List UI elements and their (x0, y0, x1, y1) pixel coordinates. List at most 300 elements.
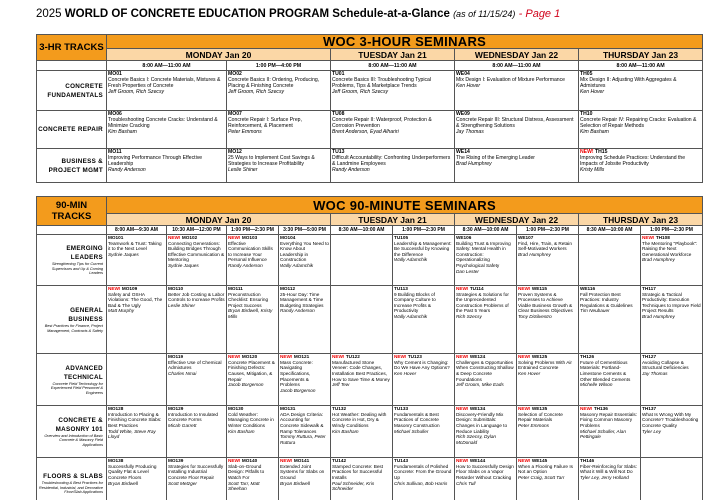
session-title: Cold Weather: Managing Concrete in Winter Conditions (228, 411, 274, 428)
three-hour-table (36, 34, 703, 183)
three-hr-day-monday: MONDAY Jan 20 (107, 49, 331, 61)
ninety-time-spacer (37, 226, 107, 235)
track-row (37, 458, 703, 500)
session-cell[interactable] (107, 406, 167, 458)
new-badge: NEW! (280, 354, 293, 360)
session-cell[interactable] (107, 149, 227, 183)
session-speaker: Randy Anderson (280, 308, 315, 314)
session-code: MO01 (108, 71, 122, 77)
new-badge: NEW! (518, 406, 531, 412)
track-category (37, 458, 107, 500)
title-year: 2025 (36, 8, 62, 20)
session-title: Successfully Producing Quality Flat & Level Concrete Floors (108, 463, 157, 480)
session-code: MO02 (228, 71, 242, 77)
session-speaker: Ken Hover (580, 89, 605, 95)
session-cell[interactable] (641, 286, 703, 354)
session-title: Fundamentals of Polished Concrete: From the Ground Up (394, 463, 452, 480)
session-cell[interactable] (455, 354, 517, 406)
session-cell[interactable] (227, 235, 279, 286)
session-speaker: Tyler Ley (642, 428, 661, 434)
session-speaker: Leslie Shiner (228, 167, 258, 173)
session-title: Introduction to Insulated Concrete Forms (168, 411, 219, 423)
three-hr-time-spacer (37, 61, 107, 71)
session-code: MO111 (228, 286, 243, 291)
session-title: Concrete Basics I: Concrete Materials, Mixtures & Fresh Properties of Concrete (108, 77, 221, 89)
empty-session-cell (641, 458, 703, 500)
session-speaker: Leslie Shiner (168, 302, 196, 308)
ninety-time-slot: 1:00 PM—2:30 PM (393, 226, 455, 235)
session-cell[interactable] (167, 235, 227, 286)
session-title: Solving Problems With Air Entrained Concrete (518, 359, 572, 371)
session-cell[interactable] (107, 286, 167, 354)
session-code: TU105 (394, 235, 409, 240)
session-speaker: Jeff Groom, Rich Szecsy (228, 89, 285, 95)
session-speaker: Wally Adamchik (394, 257, 428, 263)
three-hr-time-slot: 8:00 AM—11:00 AM (107, 61, 227, 71)
session-code: WE134 (469, 406, 486, 412)
session-title: Concrete Repair III: Structural Distress, Assessment & Strengthening Solutions (456, 117, 574, 129)
session-title: The Rising of the Emerging Leader (456, 155, 535, 161)
session-code: WE145 (531, 458, 548, 464)
session-title: Stamped Concrete: Best Practices for Successful Installs (332, 463, 384, 480)
session-speaker: Brent Anderson, Eyad Alhariri (332, 129, 399, 135)
session-speaker: Randy Anderson (332, 167, 370, 173)
session-speaker: Matt Murphy (108, 308, 135, 314)
session-cell[interactable] (393, 286, 455, 354)
session-title: Fundamentals & Best Practices of Concrete Masonry Construction (394, 411, 440, 428)
session-code: WE124 (469, 354, 486, 360)
session-code: MO131 (280, 406, 296, 412)
session-cell[interactable] (455, 111, 579, 149)
session-code: TU13 (332, 149, 345, 155)
track-category-name: GENERAL BUSINESS (68, 306, 103, 323)
track-category (37, 111, 107, 149)
new-badge: NEW! (580, 149, 594, 155)
session-code: MO11 (108, 149, 122, 155)
session-title: Difficult Accountability: Confronting Underperformers & Landmine Employees (332, 155, 451, 167)
session-code: MO102 (181, 235, 198, 240)
session-cell[interactable] (279, 458, 331, 500)
session-code: TU114 (469, 286, 484, 291)
session-code: MO130 (228, 406, 244, 412)
session-speaker: Charles Nmai (168, 370, 197, 376)
track-category (37, 406, 107, 458)
session-title: Concrete Repair IV: Repairing Cracks: Evaluation & Selection of Repair Methods (580, 117, 697, 129)
session-code: TH126 (580, 354, 595, 360)
session-code: MO109 (121, 286, 138, 291)
session-cell[interactable] (227, 149, 331, 183)
session-title: Avoiding Collapse & Structural Deficiencies (642, 359, 689, 371)
session-code: MO129 (168, 406, 184, 412)
session-speaker: Brad Humphrey (518, 251, 551, 257)
session-cell[interactable] (167, 354, 227, 406)
title-page: - Page 1 (518, 8, 561, 20)
session-title: Preconstruction Checklist: Ensuring Project Success (228, 291, 269, 308)
session-speaker: Bryan Birdwell, Kristy Mills (228, 308, 273, 319)
track-category-subtitle: Strengthening Tips for Current Supervisors and Up & Coming Leaders (51, 262, 103, 276)
session-cell[interactable] (227, 111, 331, 149)
session-cell[interactable] (227, 458, 279, 500)
session-speaker: Scott Tarr, Matt Sheehan (228, 480, 260, 492)
session-cell[interactable] (227, 286, 279, 354)
empty-session-cell (579, 235, 641, 286)
session-code: MO07 (228, 111, 242, 117)
three-hr-time-slot: 8:00 AM—11:00 AM (331, 61, 455, 71)
session-code: WE14 (456, 149, 470, 155)
three-hr-day-tuesday: TUESDAY Jan 21 (331, 49, 455, 61)
track-category-name: EMERGING LEADERS (66, 245, 103, 262)
session-code: TU01 (332, 71, 345, 77)
session-speaker: Ken Hover (456, 83, 481, 89)
session-code: MO12 (228, 149, 242, 155)
session-cell[interactable] (455, 458, 517, 500)
session-code: MO103 (241, 235, 258, 240)
new-badge: NEW! (394, 354, 407, 360)
three-hr-day-wednesday: WEDNESDAY Jan 22 (455, 49, 579, 61)
new-badge: NEW! (518, 286, 531, 291)
new-badge: NEW! (518, 354, 531, 360)
three-hr-day-thursday: THURSDAY Jan 23 (579, 49, 703, 61)
session-code: WE144 (469, 458, 486, 464)
session-title: Safety and OSHA Violations: The Good, The Bad & The Ugly (108, 291, 163, 308)
ninety-time-slot: 10:30 AM—12:00 PM (167, 226, 227, 235)
session-cell[interactable] (393, 354, 455, 406)
session-cell[interactable] (455, 406, 517, 458)
session-speaker: Todd White, Steve Ray Lloyd (108, 428, 156, 440)
session-speaker: Tony DiSilvestro (518, 313, 552, 319)
new-badge: NEW! (332, 354, 345, 360)
session-cell[interactable] (579, 406, 641, 458)
session-speaker: Randy Anderson (108, 167, 146, 173)
track-row (37, 354, 703, 406)
session-cell[interactable] (107, 235, 167, 286)
session-cell[interactable] (331, 354, 393, 406)
session-code: TH136 (593, 406, 608, 412)
ninety-time-slot: 1:00 PM—2:30 PM (641, 226, 703, 235)
session-code: TU122 (345, 354, 360, 360)
session-title: Teamwork & Trust: Taking it to the Next Level (108, 240, 162, 252)
session-code: TU113 (394, 286, 408, 291)
new-badge: NEW! (228, 235, 241, 240)
session-cell[interactable] (279, 286, 331, 354)
ninety-time-slot: 8:00 AM—9:30 AM (107, 226, 167, 235)
session-speaker: Chris Sullivan, Bob Harris (394, 480, 448, 486)
track-category-name: BUSINESS & PROJECT MGMT (48, 157, 103, 174)
session-code: TH05 (580, 71, 593, 77)
session-speaker: Jay Thomas (642, 370, 668, 376)
session-title: Discovery-Friendly Mix Design: Submittals: Changes in Language to Reduce Liability (456, 411, 508, 434)
session-speaker: Peter Emmons (228, 129, 262, 135)
session-code: MO120 (241, 354, 258, 360)
session-code: WE106 (456, 235, 472, 240)
session-cell[interactable] (517, 458, 579, 500)
track-category-name: FLOORS & SLABS (43, 473, 103, 481)
session-title: Selection of Concrete Repair Materials (518, 411, 563, 423)
session-title: Hot Weather: Dealing with Concrete in Hot, Dry & Windy Conditions (332, 411, 387, 428)
session-code: WE116 (580, 286, 596, 291)
session-speaker: Jeff Groom, Rich Szecsy (108, 89, 165, 95)
session-cell[interactable] (331, 406, 393, 458)
title-as-of: (as of 11/15/24) (453, 9, 516, 19)
session-title: 25-Hour Day: Time Management & Time Budgeting Strategies (280, 291, 324, 308)
session-speaker: Bryan Birdwell (280, 480, 310, 486)
session-cell[interactable] (227, 406, 279, 458)
session-cell[interactable] (107, 71, 227, 111)
session-code: MO128 (108, 406, 124, 412)
session-speaker: Michael Schuller (394, 428, 429, 434)
session-title: Fall Protection Best Practices: Industry Regulations & Guidelines (580, 291, 633, 308)
session-title: Slab-on-Ground Design: Pitfalls to Watch For (228, 463, 265, 480)
new-badge: NEW! (108, 286, 121, 291)
three-hr-time-slot: 1:00 PM—4:00 PM (227, 61, 331, 71)
session-speaker: Sydnie Jaques (108, 251, 139, 257)
track-category-subtitle: Concrete Field Technology for Experienced Field Personnel & Engineers (50, 381, 103, 395)
session-title: Strategies for Successfully Installing Industrial Concrete Floor Repair (168, 463, 224, 480)
session-title: Concrete Basics II: Ordering, Producing, Placing & Finishing Concrete (228, 77, 320, 89)
session-code: TH127 (642, 354, 657, 360)
empty-session-cell (331, 235, 393, 286)
session-cell[interactable] (517, 354, 579, 406)
session-cell[interactable] (455, 71, 579, 111)
new-badge: NEW! (168, 235, 181, 240)
session-cell[interactable] (455, 235, 517, 286)
session-speaker: Wally Adamchik (394, 313, 428, 319)
session-cell[interactable] (331, 458, 393, 500)
session-speaker: Wally Adamchik (280, 262, 314, 268)
session-speaker: Bryan Birdwell (108, 480, 138, 486)
session-code: MO101 (108, 235, 124, 240)
new-badge: NEW! (642, 235, 655, 240)
session-speaker: Micah Garrett (168, 422, 197, 428)
ninety-track-label: 90-MIN TRACKS (37, 197, 107, 226)
session-code: TU132 (332, 406, 347, 412)
track-category-name: ADVANCED TECHNICAL (63, 364, 103, 381)
session-code: TH137 (642, 406, 657, 412)
track-category-subtitle: Troubleshooting & Best Practices for Residential, Industrial, and Decorative Floor/Slab Applications (39, 481, 103, 495)
session-code: TH15 (595, 149, 608, 155)
session-speaker: Brad Humphrey (456, 161, 492, 167)
new-badge: NEW! (580, 406, 593, 412)
session-speaker: Kim Basham (580, 129, 609, 135)
session-cell[interactable] (227, 354, 279, 406)
session-speaker: Jeff Groom, Rich Szecsy (332, 89, 389, 95)
session-title: Troubleshooting Concrete Cracks: Understand & Minimize Cracking (108, 117, 218, 129)
new-badge: NEW! (280, 458, 293, 464)
session-code: TH117 (642, 286, 656, 291)
session-speaker: Jacob Borgerson (280, 387, 316, 393)
session-title: Improving Performance Through Effective Leadership (108, 155, 203, 167)
session-cell[interactable] (107, 111, 227, 149)
three-hr-time-slot: 8:00 AM—11:00 AM (579, 61, 703, 71)
session-cell[interactable] (279, 406, 331, 458)
session-code: TU133 (394, 406, 409, 412)
session-speaker: Tommy Ruttura, Peter Ruttura (280, 434, 326, 445)
session-cell[interactable] (167, 458, 227, 500)
session-cell[interactable] (393, 458, 455, 500)
ninety-day-monday: MONDAY Jan 20 (107, 214, 331, 226)
session-title: Fiber-Reinforcing for Slabs: What it Will & Will Not Do (580, 463, 638, 475)
track-row (37, 286, 703, 354)
session-title: Future of Cementitious Materials: Portland-Limestone Cements & Other Blended Cements (580, 359, 631, 382)
track-row (37, 406, 703, 458)
session-title: 25 Ways to Implement Cost Savings & Strategies to Increase Profitability (228, 155, 315, 167)
session-cell[interactable] (279, 235, 331, 286)
new-badge: NEW! (228, 354, 241, 360)
session-cell[interactable] (517, 406, 579, 458)
session-speaker: Ken Hover (394, 370, 417, 376)
session-title: How to Successfully Design Floor Slabs on a Vapor Retarder Without Cracking (456, 463, 514, 480)
new-badge: NEW! (456, 354, 469, 360)
session-code: TH10 (580, 111, 593, 117)
session-code: WE115 (531, 286, 547, 291)
session-code: MO138 (108, 458, 124, 464)
session-title: Connecting Generations: Building Bridges Through Effective Communication & Mentoring (168, 240, 225, 263)
session-speaker: Kim Basham (228, 428, 255, 434)
session-code: WE04 (456, 71, 470, 77)
session-cell[interactable] (579, 111, 703, 149)
session-speaker: Jeff Groom, Mike Eads (456, 382, 504, 388)
session-speaker: Michael Schuller, Alan Pettingale (580, 428, 626, 440)
session-cell[interactable] (455, 286, 517, 354)
session-title: Proven Systems & Processes to Achieve Viable Business Growth & Clear Business Objectives (518, 291, 573, 314)
session-speaker: Scott Metzger (168, 480, 197, 486)
session-title: Concrete Repair I: Surface Prep, Reinforcement, & Placement (228, 117, 302, 129)
session-speaker: Sydnie Jaques (168, 262, 199, 268)
session-title: Effective Communication Skills to Increase Your Personal Influence (228, 240, 273, 263)
session-cell[interactable] (331, 71, 455, 111)
ninety-header: WOC 90-MINUTE SEMINARS (107, 197, 703, 214)
session-cell[interactable] (455, 149, 579, 183)
session-cell[interactable] (107, 458, 167, 500)
session-cell[interactable] (641, 235, 703, 286)
session-cell[interactable] (579, 286, 641, 354)
empty-session-cell (331, 286, 393, 354)
session-cell[interactable] (393, 406, 455, 458)
ninety-day-tuesday: TUESDAY Jan 21 (331, 214, 455, 226)
session-code: TU143 (394, 458, 409, 464)
session-title: Better Job Costing & Labor Controls to Increase Profits (168, 291, 225, 303)
session-cell[interactable] (641, 354, 703, 406)
session-title: Everything You Need to Know About Leadership in Construction (280, 240, 329, 263)
new-badge: NEW! (456, 458, 469, 464)
session-speaker: Kristy Mills (580, 167, 605, 173)
session-cell[interactable] (331, 111, 455, 149)
new-badge: NEW! (518, 458, 531, 464)
session-title: Mix Design II: Adjusting With Aggregates & Admixtures (580, 77, 677, 89)
track-category-subtitle: Best Practices for Finance, Project Management, Contracts & Safety (44, 323, 103, 333)
session-title: Masonry Repair Essentials: Fixing Common Masonry Problems (580, 411, 638, 428)
session-speaker: Ken Hover (518, 370, 541, 376)
ninety-time-slot: 1:00 PM—2:30 PM (517, 226, 579, 235)
session-code: MO121 (293, 354, 310, 360)
session-code: MO06 (108, 111, 122, 117)
session-speaker: Brad Humphrey (642, 313, 675, 319)
session-title: Why Cement is Changing: Do We Have Any Options? (394, 359, 450, 371)
session-speaker: Peter Craig, Scott Tarr (518, 474, 565, 480)
session-cell[interactable] (393, 235, 455, 286)
session-title: Introduction to Placing & Finishing Concrete Slabs: Best Practices (108, 411, 162, 428)
session-speaker: Dan Lester (456, 268, 479, 274)
track-category-name: CONCRETE & MASONRY 101 (55, 416, 103, 433)
session-code: MO140 (241, 458, 258, 464)
session-title: Building Trust & Improving Safety: Mental Health in Construction: Operationalizing Psychological Safety (456, 240, 511, 268)
session-title: Challenges & Opportunities When Constructing Shallow & Deep Concrete Foundations (456, 359, 514, 382)
session-cell[interactable] (579, 354, 641, 406)
session-title: Find, Hire, Train, & Retain Self-Motivated Workers (518, 240, 572, 252)
track-category (37, 354, 107, 406)
session-title: Leadership & Management: Be Successful by Knowing the Difference (394, 240, 452, 257)
session-title: Effective Use of Chemical Admixtures (168, 359, 222, 371)
track-row (37, 235, 703, 286)
session-title: Mass Concrete: Navigating Specifications, Placements & Problems (280, 359, 313, 388)
session-cell[interactable] (579, 458, 641, 500)
ninety-minute-table (36, 196, 703, 500)
session-title: Improving Schedule Practices: Understand the Impacts of Jobsite Productivity (580, 155, 686, 167)
session-cell[interactable] (579, 149, 703, 183)
session-code: WE09 (456, 111, 470, 117)
session-speaker: Peter Emmons (518, 422, 549, 428)
session-cell[interactable] (517, 235, 579, 286)
session-speaker: Tyler Ley, Jerry Holland (580, 474, 629, 480)
ninety-day-wednesday: WEDNESDAY Jan 22 (455, 214, 579, 226)
session-cell[interactable] (641, 406, 703, 458)
session-cell[interactable] (579, 71, 703, 111)
track-category (37, 235, 107, 286)
track-row (37, 71, 703, 111)
session-cell[interactable] (167, 406, 227, 458)
session-code: WE125 (531, 354, 548, 360)
ninety-time-slot: 8:30 AM—10:00 AM (579, 226, 641, 235)
session-title: The Mentoring "Playbook": Raising the Next Generational Workforce (642, 240, 698, 257)
session-title: Mix Design I: Evaluation of Mixture Performance (456, 77, 565, 83)
session-code: MO139 (168, 458, 184, 464)
session-title: 9 Building Blocks of Company Culture to Increase Profits & Productivity (394, 291, 436, 314)
session-speaker: Randy Anderson (228, 262, 263, 268)
session-cell[interactable] (279, 354, 331, 406)
session-cell[interactable] (227, 71, 331, 111)
session-title: ADA Design Criteria: Accounting for Concrete Sidewalk & Ramp Tolerances (280, 411, 324, 434)
three-hr-header: WOC 3-HOUR SEMINARS (107, 35, 703, 49)
track-category (37, 149, 107, 183)
empty-session-cell (107, 354, 167, 406)
session-code: MO104 (280, 235, 296, 240)
session-code: TU123 (407, 354, 422, 360)
session-cell[interactable] (167, 286, 227, 354)
session-code: MO119 (168, 354, 184, 360)
ninety-time-slot: 8:30 AM—10:00 AM (331, 226, 393, 235)
page-title (36, 6, 706, 22)
session-speaker: Tim Neubauer (580, 308, 610, 314)
three-hr-track-label: 3-HR TRACKS (37, 35, 107, 61)
session-speaker: Rich Szecsy (456, 313, 482, 319)
three-hr-time-slot: 8:00 AM—11:00 AM (455, 61, 579, 71)
session-cell[interactable] (517, 286, 579, 354)
session-speaker: Brad Humphrey (642, 257, 675, 263)
session-code: WE107 (518, 235, 534, 240)
ninety-day-thursday: THURSDAY Jan 23 (579, 214, 703, 226)
session-title: Concrete Placement & Finishing Defects: Causes, Mitigation, & Repair (228, 359, 275, 382)
session-code: MO110 (168, 286, 184, 291)
new-badge: NEW! (456, 406, 469, 412)
session-speaker: Jeff Tew (332, 382, 350, 388)
title-main: WORLD OF CONCRETE EDUCATION PROGRAM Schedule-at-a-Glance (64, 8, 450, 20)
session-cell[interactable] (331, 149, 455, 183)
session-code: MO141 (293, 458, 310, 464)
session-code: TH108 (655, 235, 670, 240)
session-title: Concrete Repair II: Waterproof, Protection & Corrosion Prevention (332, 117, 432, 129)
session-speaker: Kim Basham (108, 129, 137, 135)
new-badge: NEW! (228, 458, 241, 464)
